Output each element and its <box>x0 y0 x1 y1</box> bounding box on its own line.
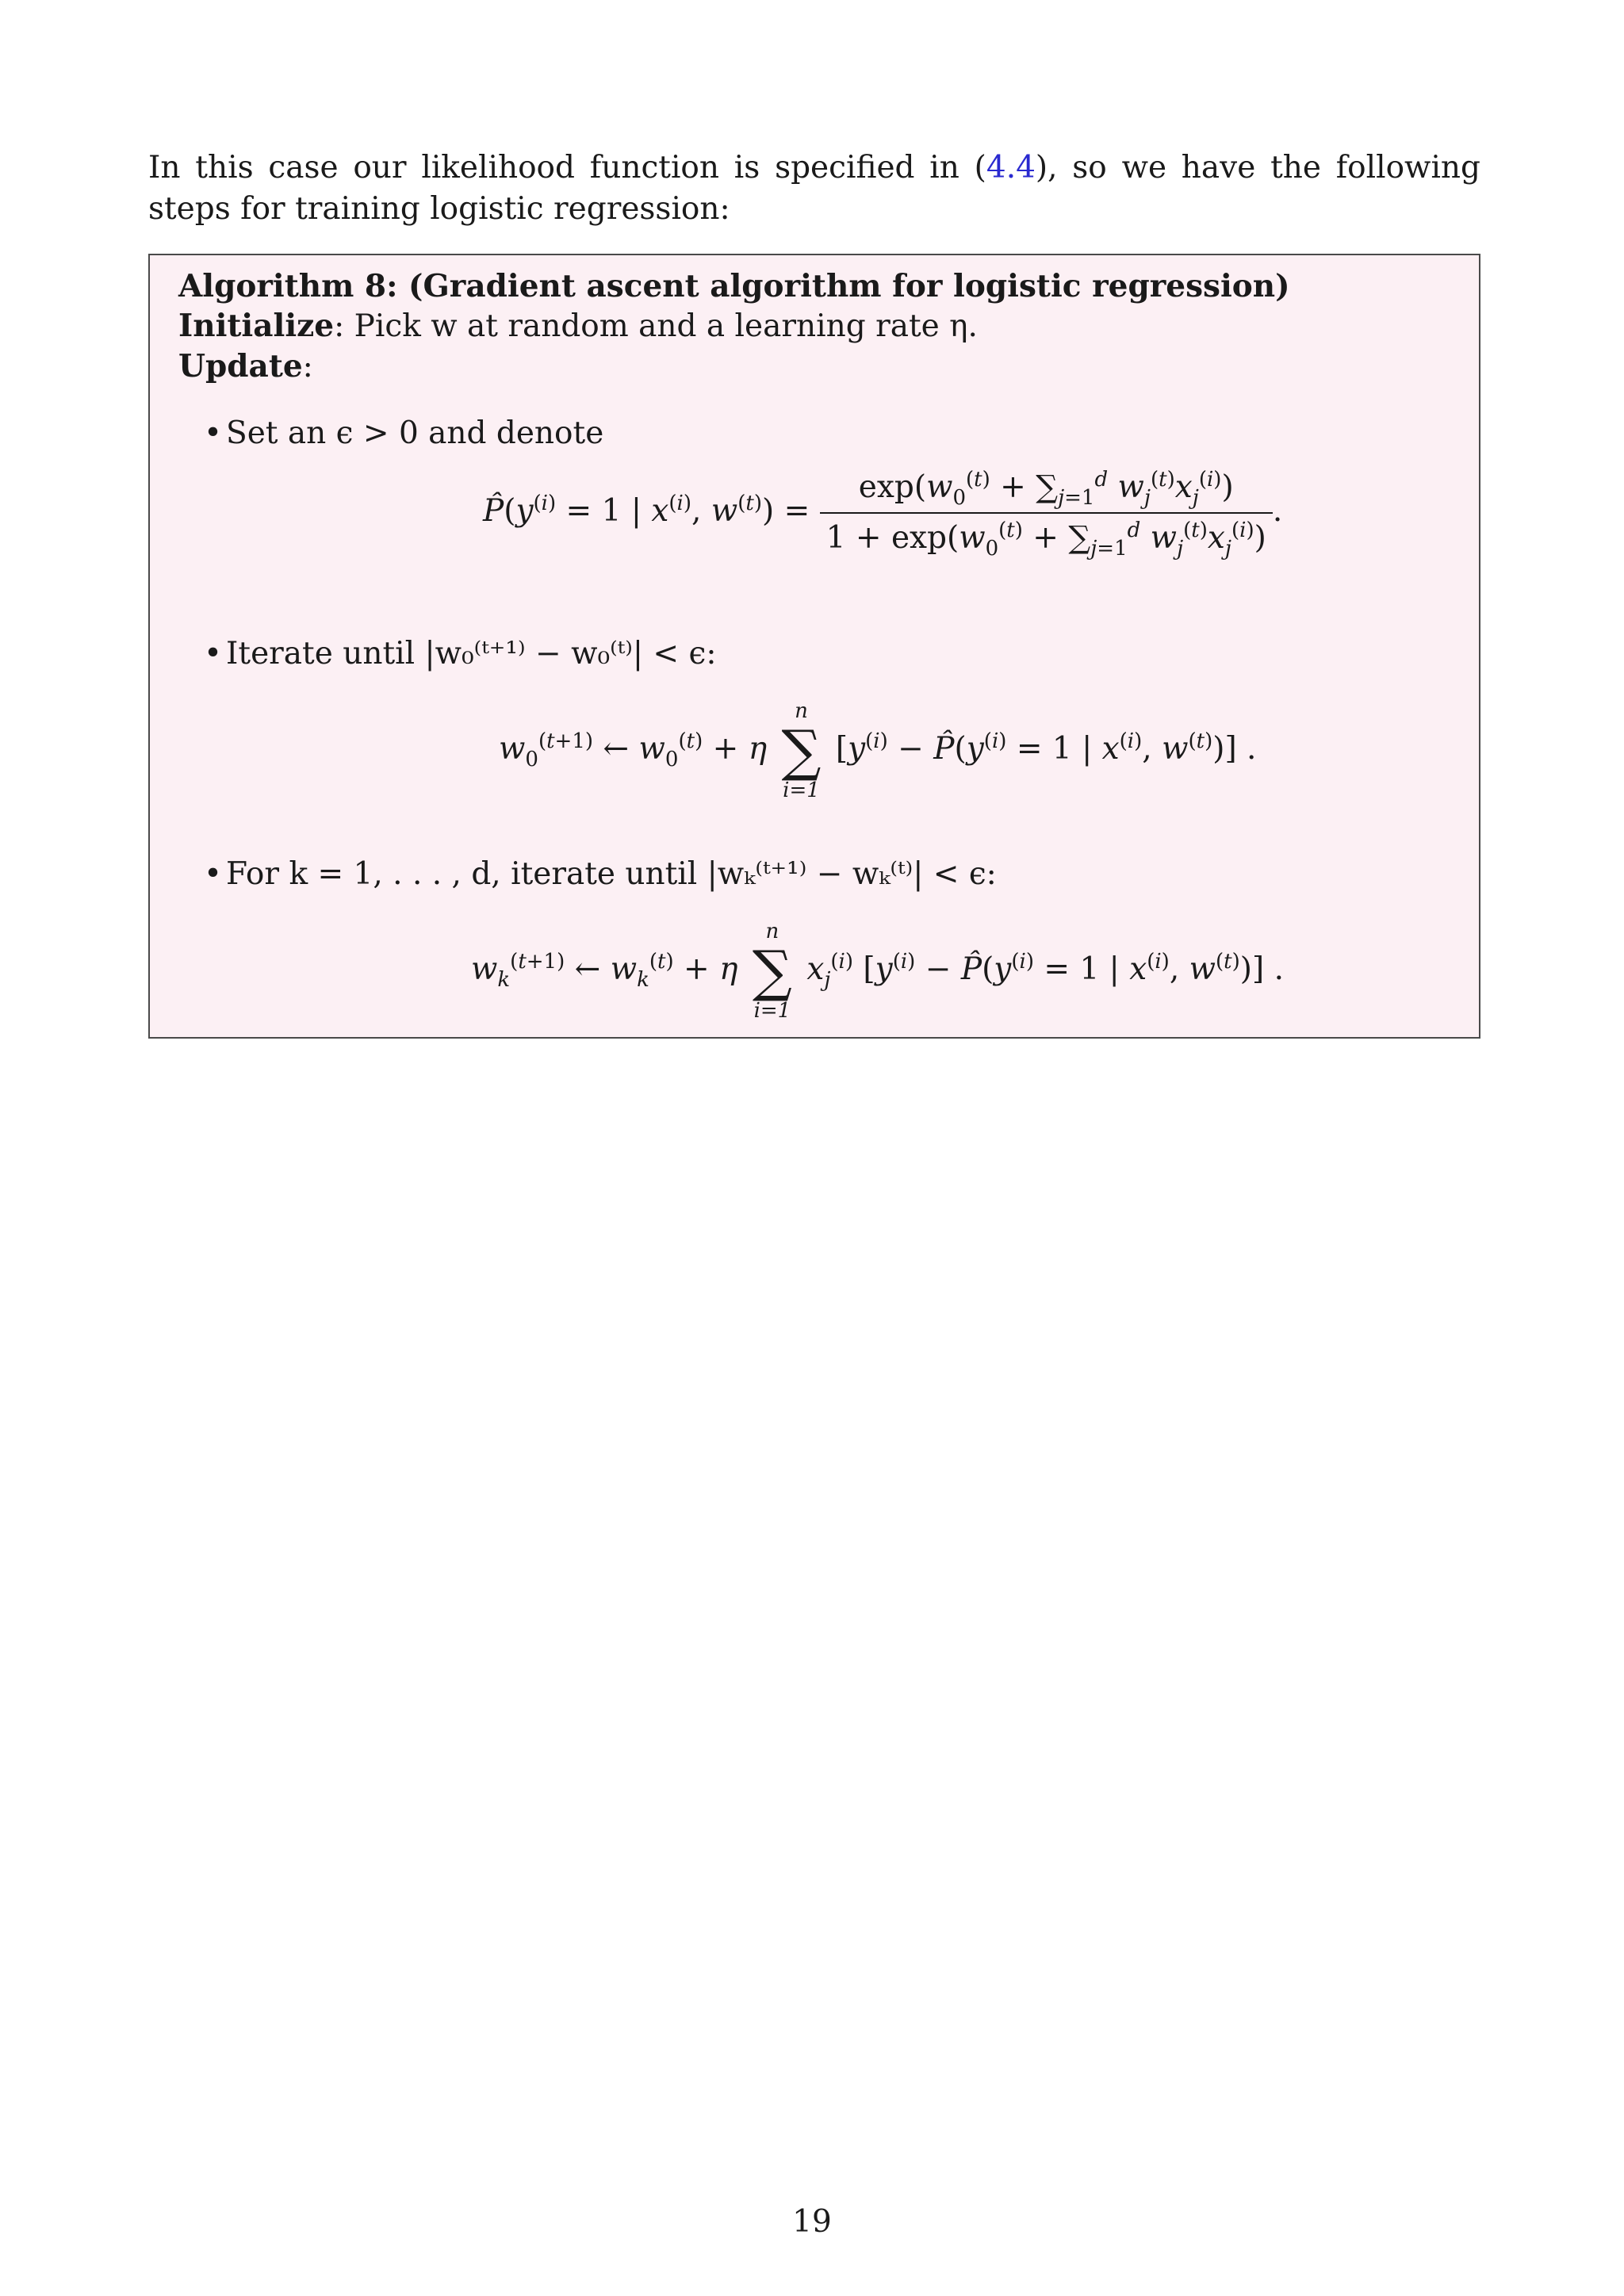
algorithm-box <box>148 254 1480 1039</box>
summation-symbol: n ∑ i=1 <box>752 920 792 1023</box>
initialize-label: Initialize <box>178 308 335 344</box>
equation-update-wk: $w_k^{(t+1)}$ ← $w_k^{(t)} + \eta$ n ∑ i=1 $x_j^{(i)}$ [$y^{(i)}$ − $P̂(y^{(i)} = 1$ | $x^{(i)}$, $w^{(t)}$)] . <box>471 920 1285 1023</box>
bullet-iterate-wk-text: For k = 1, . . . , d, iterate until |wₖ⁽ᵗ⁺¹⁾ − wₖ⁽ᵗ⁾| < ϵ: <box>226 856 997 892</box>
bullet-set-epsilon <box>204 414 604 453</box>
equation-update-w0: $w_0^{(t+1)}$ ← $w_0^{(t)} + \eta$ n ∑ i=1 [$y^{(i)}$ − $P̂(y^{(i)} = 1$ | $x^{(i)}$, $w^{(t)}$)] . <box>499 699 1257 802</box>
bullet-dot-icon: • <box>204 856 223 892</box>
bullet-iterate-w0-text: Iterate until |w₀⁽ᵗ⁺¹⁾ − w₀⁽ᵗ⁾| < ϵ: <box>226 636 717 672</box>
bullet-set-epsilon-text: Set an ϵ > 0 and denote <box>226 415 604 451</box>
bullet-dot-icon: • <box>204 415 223 451</box>
update-colon: : <box>302 349 313 385</box>
bullet-dot-icon: • <box>204 636 223 672</box>
algorithm-initialize-line <box>178 306 1290 346</box>
probability-fraction: $\frac{\exp(w_0^{(t)} + \sum_{j=1}^d w_j^{(t)}x_j^{(i)})}{1 + \exp(w_0^{(t)} + \sum_{j=1}^d w_j^{(t)}x_j^{(i)})}$ <box>820 468 1273 558</box>
intro-text-after: ), so we have the following steps for training logistic regression: <box>148 150 1480 227</box>
intro-text-before: In this case our likelihood function is specified in ( <box>148 150 986 186</box>
equation-probability: $P̂(y^{(i)} = 1$ | $x^{(i)}$, $w^{(t)}$) = $\frac{\exp(w_0^{(t)} + \sum_{j=1}^d w_j^{(t)}x_j^{(i)})}{1 + \exp(w_0^{(t)} + \sum_{j=1}^d w_j^{(t)}x_j^{(i)})}$ . <box>483 468 1283 561</box>
algorithm-header <box>178 266 1290 387</box>
bullet-iterate-wk <box>204 855 997 894</box>
equation-reference-link[interactable]: 4.4 <box>986 150 1036 186</box>
algorithm-title: Algorithm 8: (Gradient ascent algorithm for logistic regression) <box>178 268 1290 304</box>
bullet-iterate-w0 <box>204 634 717 674</box>
intro-paragraph <box>148 147 1480 230</box>
summation-symbol: n ∑ i=1 <box>781 699 822 802</box>
update-label: Update <box>178 348 303 385</box>
initialize-text: : Pick w at random and a learning rate η. <box>334 308 978 344</box>
algorithm-update-line <box>178 346 1290 387</box>
page-number: 19 <box>792 2204 832 2240</box>
